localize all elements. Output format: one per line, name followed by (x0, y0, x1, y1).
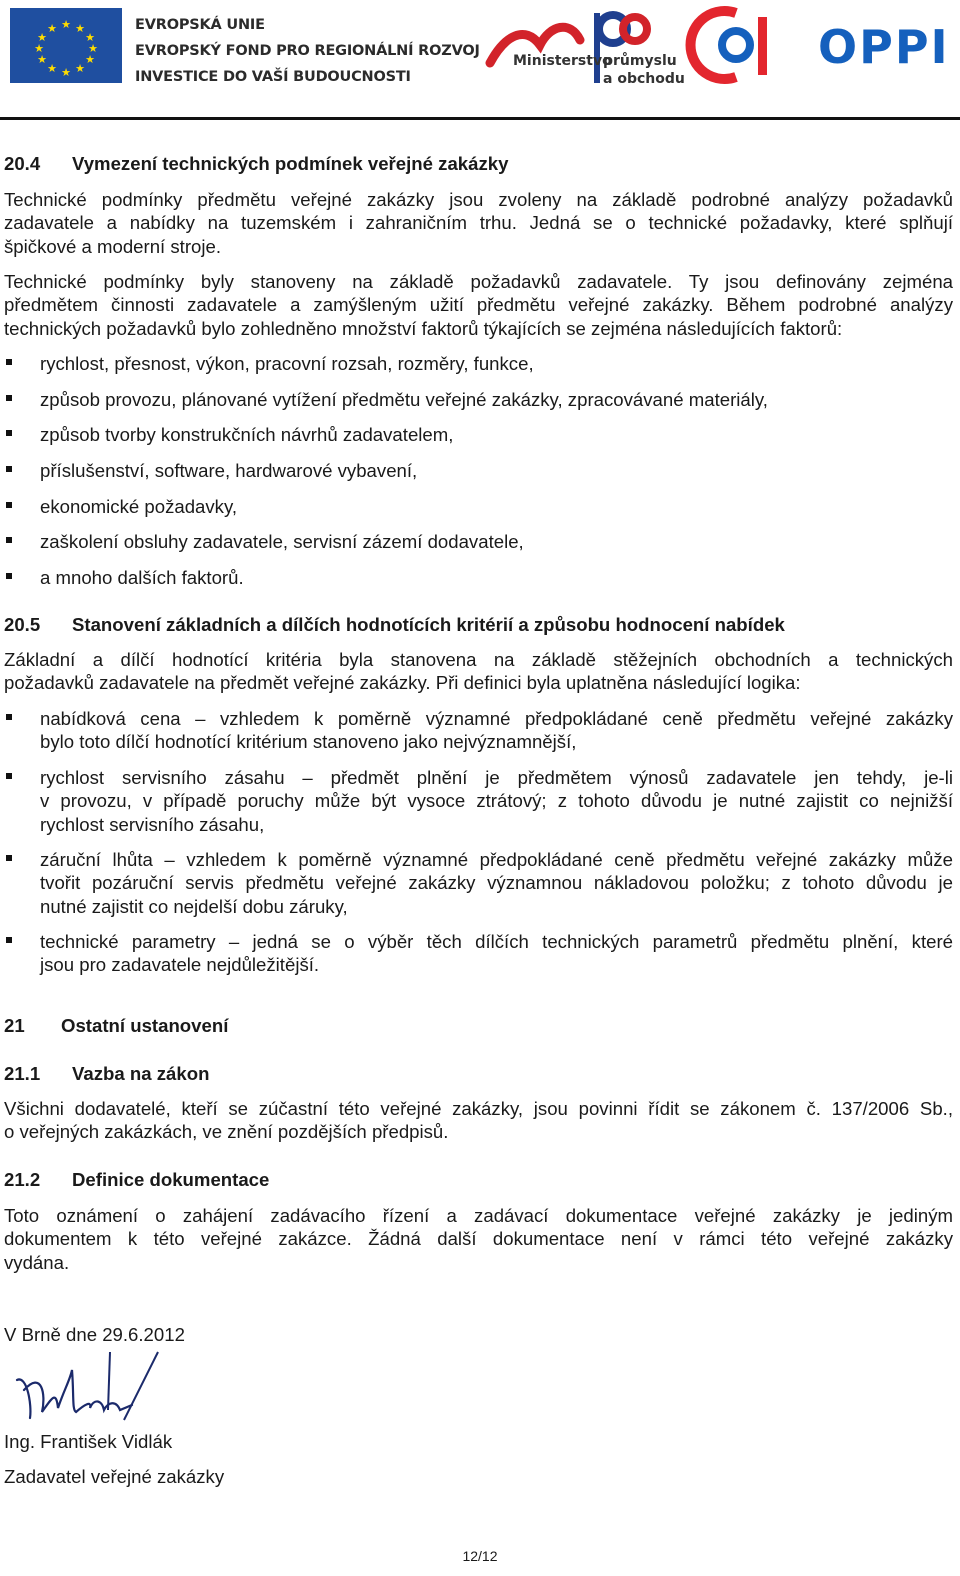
text-line: jsou pro zadavatele nejdůležitější. (40, 954, 320, 976)
text-line: špičkové a moderní stroje. (4, 235, 222, 257)
text-line: rychlost servisního zásahu – předmět plnění je předmětem výnosů zadavatele jen tehdy, je-li (40, 767, 953, 788)
bullet-icon (6, 937, 12, 943)
eu-logo-text (135, 12, 480, 90)
text-line: nutné zajistit co nejdelší dobu záruky, (40, 895, 348, 917)
section-21-2-heading (4, 1168, 269, 1191)
text-line: Toto oznámení o zahájení zadávacího řízení a zadávací dokumentace veřejné zakázky je jediným (4, 1205, 953, 1226)
eu-line-3: INVESTICE DO VAŠÍ BUDOUCNOSTI (135, 69, 411, 85)
svg-text:★: ★ (61, 18, 71, 31)
section-21-heading (4, 1014, 228, 1037)
text-line: předmětem činnosti zadavatele a zamýšleným užití předmětu veřejné zakázky. Během podrobné analýzy (4, 294, 953, 316)
paragraph (4, 188, 953, 258)
bullet-icon (6, 573, 12, 579)
section-20-4-heading (4, 152, 508, 175)
text-line: nabídková cena – vzhledem k poměrně významné předpokládané ceně předmětu veřejné zakázky (40, 708, 953, 729)
header-rule (0, 117, 960, 120)
bullet-icon (6, 466, 12, 472)
text-line: Technické podmínky předmětu veřejné zakázky jsou zvoleny na základě podrobné analýzy požadavků (4, 189, 953, 210)
svg-text:★: ★ (47, 62, 57, 75)
svg-text:★: ★ (37, 53, 47, 66)
svg-text:★: ★ (88, 42, 98, 55)
section-title: Definice dokumentace (72, 1169, 270, 1190)
list-item: ekonomické požadavky, (40, 496, 238, 517)
bullet-icon (6, 395, 12, 401)
text-line: Základní a dílčí hodnotící kritéria byla stanovena na základě stěžejních obchodních a technických (4, 649, 953, 670)
text-line: záruční lhůta – vzhledem k poměrně významné předpokládané ceně předmětu veřejné zakázky může (40, 849, 953, 870)
section-20-5-heading (4, 613, 785, 636)
bullet-icon (6, 502, 12, 508)
mpo-word-2: průmyslu (603, 53, 677, 69)
bullet-icon (6, 359, 12, 365)
list-item: a mnoho dalších faktorů. (40, 567, 244, 588)
paragraph (4, 270, 953, 340)
eu-flag-logo (10, 8, 122, 83)
oppi-wordmark: OPPI (818, 20, 950, 74)
list-item: způsob tvorby konstrukčních návrhů zadavatelem, (40, 424, 454, 445)
signature-image (12, 1350, 172, 1430)
svg-text:★: ★ (85, 31, 95, 44)
text-line: technické parametry – jedná se o výběr těch dílčích technických parametrů předmětu plnění, které (40, 931, 953, 952)
text-line: rychlost servisního zásahu, (40, 813, 265, 835)
svg-text:★: ★ (47, 22, 57, 35)
svg-text:★: ★ (37, 31, 47, 44)
section-title: Vymezení technických podmínek veřejné zakázky (72, 153, 509, 174)
section-title: Stanovení základních a dílčích hodnotících kritérií a způsobu hodnocení nabídek (72, 614, 785, 635)
svg-text:★: ★ (34, 42, 44, 55)
bullet-icon (6, 714, 12, 720)
list-item (40, 930, 953, 977)
document-header (0, 0, 960, 100)
eu-line-1: EVROPSKÁ UNIE (135, 17, 265, 33)
paragraph (4, 1097, 953, 1144)
bullet-icon (6, 773, 12, 779)
oppi-logo (708, 5, 953, 85)
list-item: příslušenství, software, hardwarové vybavení, (40, 460, 418, 481)
section-title: Vazba na zákon (72, 1063, 210, 1084)
list-item: zaškolení obsluhy zadavatele, servisní zázemí dodavatele, (40, 531, 524, 552)
text-line: Technické podmínky byly stanoveny na základě požadavků zadavatele. Ty jsou definovány zejména (4, 271, 953, 292)
text-line: Všichni dodavatelé, kteří se zúčastní této veřejné zakázky, jsou povinni řídit se zákonem č. 137/2006 Sb., (4, 1098, 953, 1119)
list-item (40, 848, 953, 918)
bullet-icon (6, 430, 12, 436)
mpo-word-3: a obchodu (603, 71, 685, 87)
svg-text:★: ★ (75, 22, 85, 35)
section-number: 21 (4, 1015, 25, 1036)
section-number: 21.1 (4, 1063, 41, 1084)
place-date: V Brně dne 29.6.2012 (4, 1324, 185, 1345)
svg-text:★: ★ (61, 66, 71, 79)
text-line: v provozu, v případě poruchy může být vysoce ztrátový; z tohoto důvodu je nutné zajistit co nejnižší (40, 790, 953, 812)
signatory-name: Ing. František Vidlák (4, 1431, 173, 1452)
text-line: technických požadavků bylo zohledněno množství faktorů týkajících se zejména následujících faktorů: (4, 317, 843, 339)
text-line: dokumentem k této veřejné zakázce. Žádná další dokumentace není v rámci této veřejné zakázky (4, 1228, 953, 1250)
svg-text:★: ★ (75, 62, 85, 75)
text-line: o veřejných zakázkách, ve znění pozdějších předpisů. (4, 1121, 449, 1143)
text-line: zadavatele a nabídky na tuzemském i zahraničním trhu. Jedná se o technické požadavky, které splňují (4, 212, 953, 234)
section-number: 20.5 (4, 614, 41, 635)
bullet-icon (6, 537, 12, 543)
page-number: 12/12 (462, 1548, 498, 1564)
list-item: rychlost, přesnost, výkon, pracovní rozsah, rozměry, funkce, (40, 353, 534, 374)
svg-text:★: ★ (85, 53, 95, 66)
section-21-1-heading (4, 1062, 209, 1085)
list-item (40, 707, 953, 754)
bullet-icon (6, 855, 12, 861)
paragraph (4, 1204, 953, 1274)
text-line: tvořit pozáruční servis předmětu veřejné zakázky významnou nákladovou položku; z tohoto důvodu je (40, 872, 953, 894)
list-item: způsob provozu, plánované vytížení předmětu veřejné zakázky, zpracovávané materiály, (40, 389, 768, 410)
text-line: bylo toto dílčí hodnotící kritérium stanoveno jako nejvýznamnější, (40, 731, 577, 753)
section-title: Ostatní ustanovení (61, 1015, 229, 1036)
text-line: vydána. (4, 1251, 70, 1273)
paragraph (4, 648, 953, 695)
mpo-word-1: Ministerstvo (513, 53, 612, 69)
signatory-role: Zadavatel veřejné zakázky (4, 1466, 225, 1487)
text-line: požadavků zadavatele na předmět veřejné zakázky. Při definici byla uplatněna následující logika: (4, 672, 801, 694)
section-number: 20.4 (4, 153, 41, 174)
section-number: 21.2 (4, 1169, 41, 1190)
list-item (40, 766, 953, 836)
mpo-logo (485, 5, 685, 90)
eu-line-2: EVROPSKÝ FOND PRO REGIONÁLNÍ ROZVOJ (135, 43, 480, 59)
